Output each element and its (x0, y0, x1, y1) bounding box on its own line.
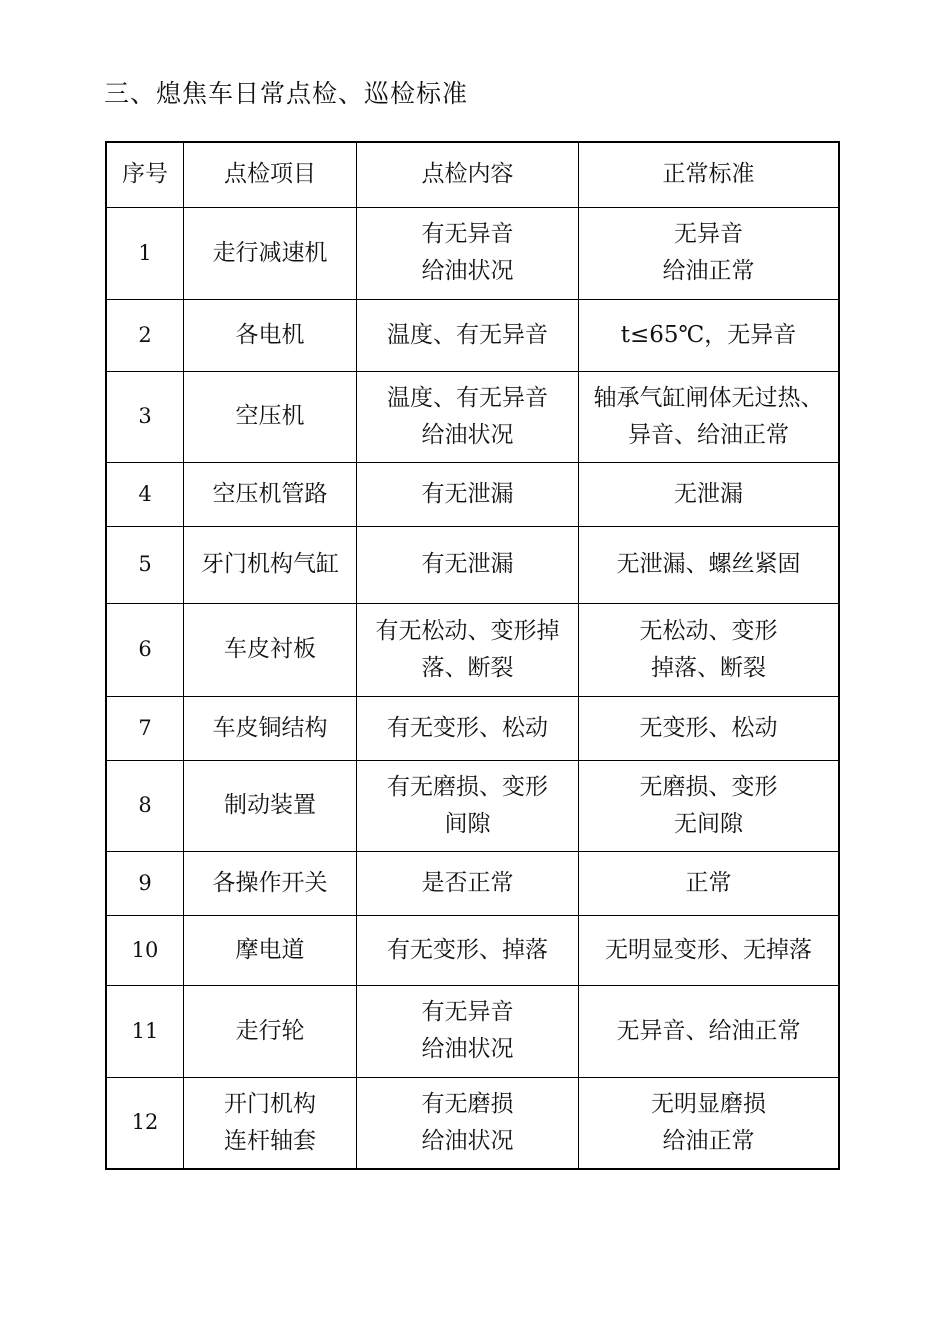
table-row (107, 1077, 839, 1168)
table-row (107, 696, 839, 760)
cell-standard: 无泄漏 (579, 462, 839, 526)
cell-item: 牙门机构气缸 (184, 526, 357, 603)
cell-content: 温度、有无异音 (357, 299, 579, 371)
cell-standard: 无磨损、变形 无间隙 (579, 760, 839, 851)
cell-seq: 11 (107, 985, 184, 1077)
cell-standard: 正常 (579, 851, 839, 915)
cell-seq: 5 (107, 526, 184, 603)
cell-item: 空压机管路 (184, 462, 357, 526)
cell-standard: 无明显变形、无掉落 (579, 915, 839, 985)
header-item: 点检项目 (184, 143, 357, 207)
cell-content: 有无变形、松动 (357, 696, 579, 760)
cell-standard: t≤65℃，无异音 (579, 299, 839, 371)
table-row (107, 915, 839, 985)
table-header-row (107, 143, 839, 207)
page-title: 三、熄焦车日常点检、巡检标准 (104, 79, 469, 108)
cell-content: 温度、有无异音 给油状况 (357, 371, 579, 462)
table-row (107, 851, 839, 915)
cell-item: 各电机 (184, 299, 357, 371)
cell-content: 有无磨损 给油状况 (357, 1077, 579, 1168)
cell-item: 车皮衬板 (184, 603, 357, 696)
table-row (107, 371, 839, 462)
table-row (107, 207, 839, 299)
table-row (107, 760, 839, 851)
cell-standard: 无变形、松动 (579, 696, 839, 760)
cell-item: 空压机 (184, 371, 357, 462)
cell-seq: 3 (107, 371, 184, 462)
cell-content: 有无松动、变形掉 落、断裂 (357, 603, 579, 696)
cell-content: 有无异音 给油状况 (357, 985, 579, 1077)
table-row (107, 603, 839, 696)
cell-item: 摩电道 (184, 915, 357, 985)
table-row (107, 462, 839, 526)
table-row (107, 526, 839, 603)
header-standard: 正常标准 (579, 143, 839, 207)
cell-standard: 无松动、变形 掉落、断裂 (579, 603, 839, 696)
cell-seq: 2 (107, 299, 184, 371)
cell-content: 有无异音 给油状况 (357, 207, 579, 299)
cell-seq: 12 (107, 1077, 184, 1168)
header-content: 点检内容 (357, 143, 579, 207)
cell-standard: 无明显磨损 给油正常 (579, 1077, 839, 1168)
cell-standard: 轴承气缸闸体无过热、 异音、给油正常 (579, 371, 839, 462)
cell-seq: 8 (107, 760, 184, 851)
header-seq: 序号 (107, 143, 184, 207)
table-row (107, 299, 839, 371)
inspection-table (107, 143, 839, 1169)
cell-content: 有无泄漏 (357, 462, 579, 526)
cell-content: 有无磨损、变形 间隙 (357, 760, 579, 851)
cell-item: 走行减速机 (184, 207, 357, 299)
cell-item: 制动装置 (184, 760, 357, 851)
cell-seq: 4 (107, 462, 184, 526)
cell-item: 开门机构 连杆轴套 (184, 1077, 357, 1168)
cell-seq: 1 (107, 207, 184, 299)
cell-seq: 10 (107, 915, 184, 985)
cell-standard: 无异音、给油正常 (579, 985, 839, 1077)
cell-item: 走行轮 (184, 985, 357, 1077)
table-row (107, 985, 839, 1077)
cell-seq: 7 (107, 696, 184, 760)
cell-seq: 9 (107, 851, 184, 915)
cell-standard: 无异音 给油正常 (579, 207, 839, 299)
cell-standard: 无泄漏、螺丝紧固 (579, 526, 839, 603)
cell-content: 是否正常 (357, 851, 579, 915)
cell-content: 有无泄漏 (357, 526, 579, 603)
inspection-table-frame (105, 141, 840, 1170)
cell-item: 各操作开关 (184, 851, 357, 915)
cell-item: 车皮铜结构 (184, 696, 357, 760)
cell-content: 有无变形、掉落 (357, 915, 579, 985)
cell-seq: 6 (107, 603, 184, 696)
